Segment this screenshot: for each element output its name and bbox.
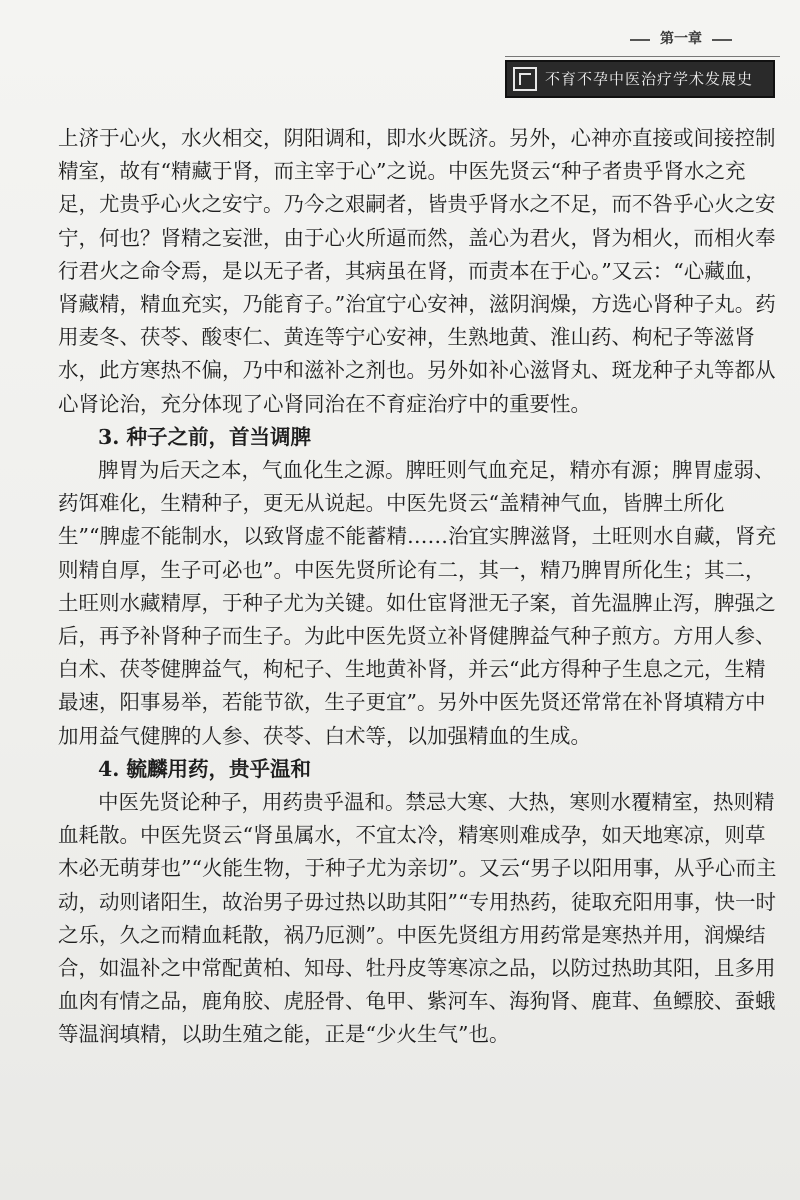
section-heading-3: 3. 种子之前，首当调脾 — [98, 424, 312, 449]
paragraph-3: 中医先贤论种子，用药贵乎温和。禁忌大寒、大热，寒则水覆精室，热则精血耗散。中医先贤云“肾虽属水，不宜太冷，精寒则难成孕，如天地寒凉，则草木必无萌芽也”“火能生物，于种子尤为亲切”。又云“男子以阳用事，从乎心而主动，动则诸阳生，故治男子毋过热以助其阳”“专用热药，徒取充阳用事，快一时之乐，久之而精血耗散，祸乃厄测”。中医先贤组方用药常是寒热并用，润燥结合，如温补之中常配黄柏、知母、牡丹皮等寒凉之品，以防过热助其阳，且多用血肉有情之品，鹿角胶、虎胫骨、龟甲、紫河车、海狗肾、鹿茸、鱼鳔胶、蚕蛾等温润填精，以助生殖之能，正是“少火生气”也。 — [58, 790, 777, 1047]
header-divider — [505, 56, 780, 57]
fret-ornament-icon — [513, 67, 537, 91]
section-heading-4: 4. 毓麟用药，贵乎温和 — [98, 756, 312, 781]
running-header — [505, 60, 775, 98]
body-text — [58, 122, 778, 1052]
chapter-tab — [628, 28, 734, 50]
chapter-rule-left — [630, 39, 650, 41]
chapter-rule-right — [712, 39, 732, 41]
chapter-label: 第一章 — [660, 31, 702, 47]
paragraph-2: 脾胃为后天之本，气血化生之源。脾旺则气血充足，精亦有源；脾胃虚弱、药饵难化，生精种子，更无从说起。中医先贤云“盖精神气血，皆脾土所化生”“脾虚不能制水，以致肾虚不能蓄精……治宜实脾滋肾，土旺则水自藏，肾充则精自厚，生子可必也”。中医先贤所论有二，其一，精乃脾胃所化生；其二，土旺则水藏精厚，于种子尤为关键。如仕宦肾泄无子案，首先温脾止泻，脾强之后，再予补肾种子而生子。为此中医先贤立补肾健脾益气种子煎方。方用人参、白术、茯苓健脾益气，枸杞子、生地黄补肾，并云“此方得种子生息之元，生精最速，阳事易举，若能节欲，生子更宜”。另外中医先贤还常常在补肾填精方中加用益气健脾的人参、茯苓、白术等，以加强精血的生成。 — [58, 458, 776, 748]
running-header-title: 不育不孕中医治疗学术发展史 — [545, 70, 754, 88]
paragraph-1: 上济于心火，水火相交，阴阳调和，即水火既济。另外，心神亦直接或间接控制精室，故有“精藏于肾，而主宰于心”之说。中医先贤云“种子者贵乎肾水之充足，尤贵乎心火之安宁。乃今之艰嗣者，皆贵乎肾水之不足，而不咎乎心火之安宁，何也？肾精之妄泄，由于心火所逼而然，盖心为君火，肾为相火，而相火奉行君火之命令焉，是以无子者，其病虽在肾，而责本在于心。”又云：“心藏血，肾藏精，精血充实，乃能育子。”治宜宁心安神，滋阴润燥，方选心肾种子丸。药用麦冬、茯苓、酸枣仁、黄连等宁心安神，生熟地黄、淮山药、枸杞子等滋肾水，此方寒热不偏，乃中和滋补之剂也。另外如补心滋肾丸、斑龙种子丸等都从心肾论治，充分体现了心肾同治在不育症治疗中的重要性。 — [58, 126, 776, 416]
